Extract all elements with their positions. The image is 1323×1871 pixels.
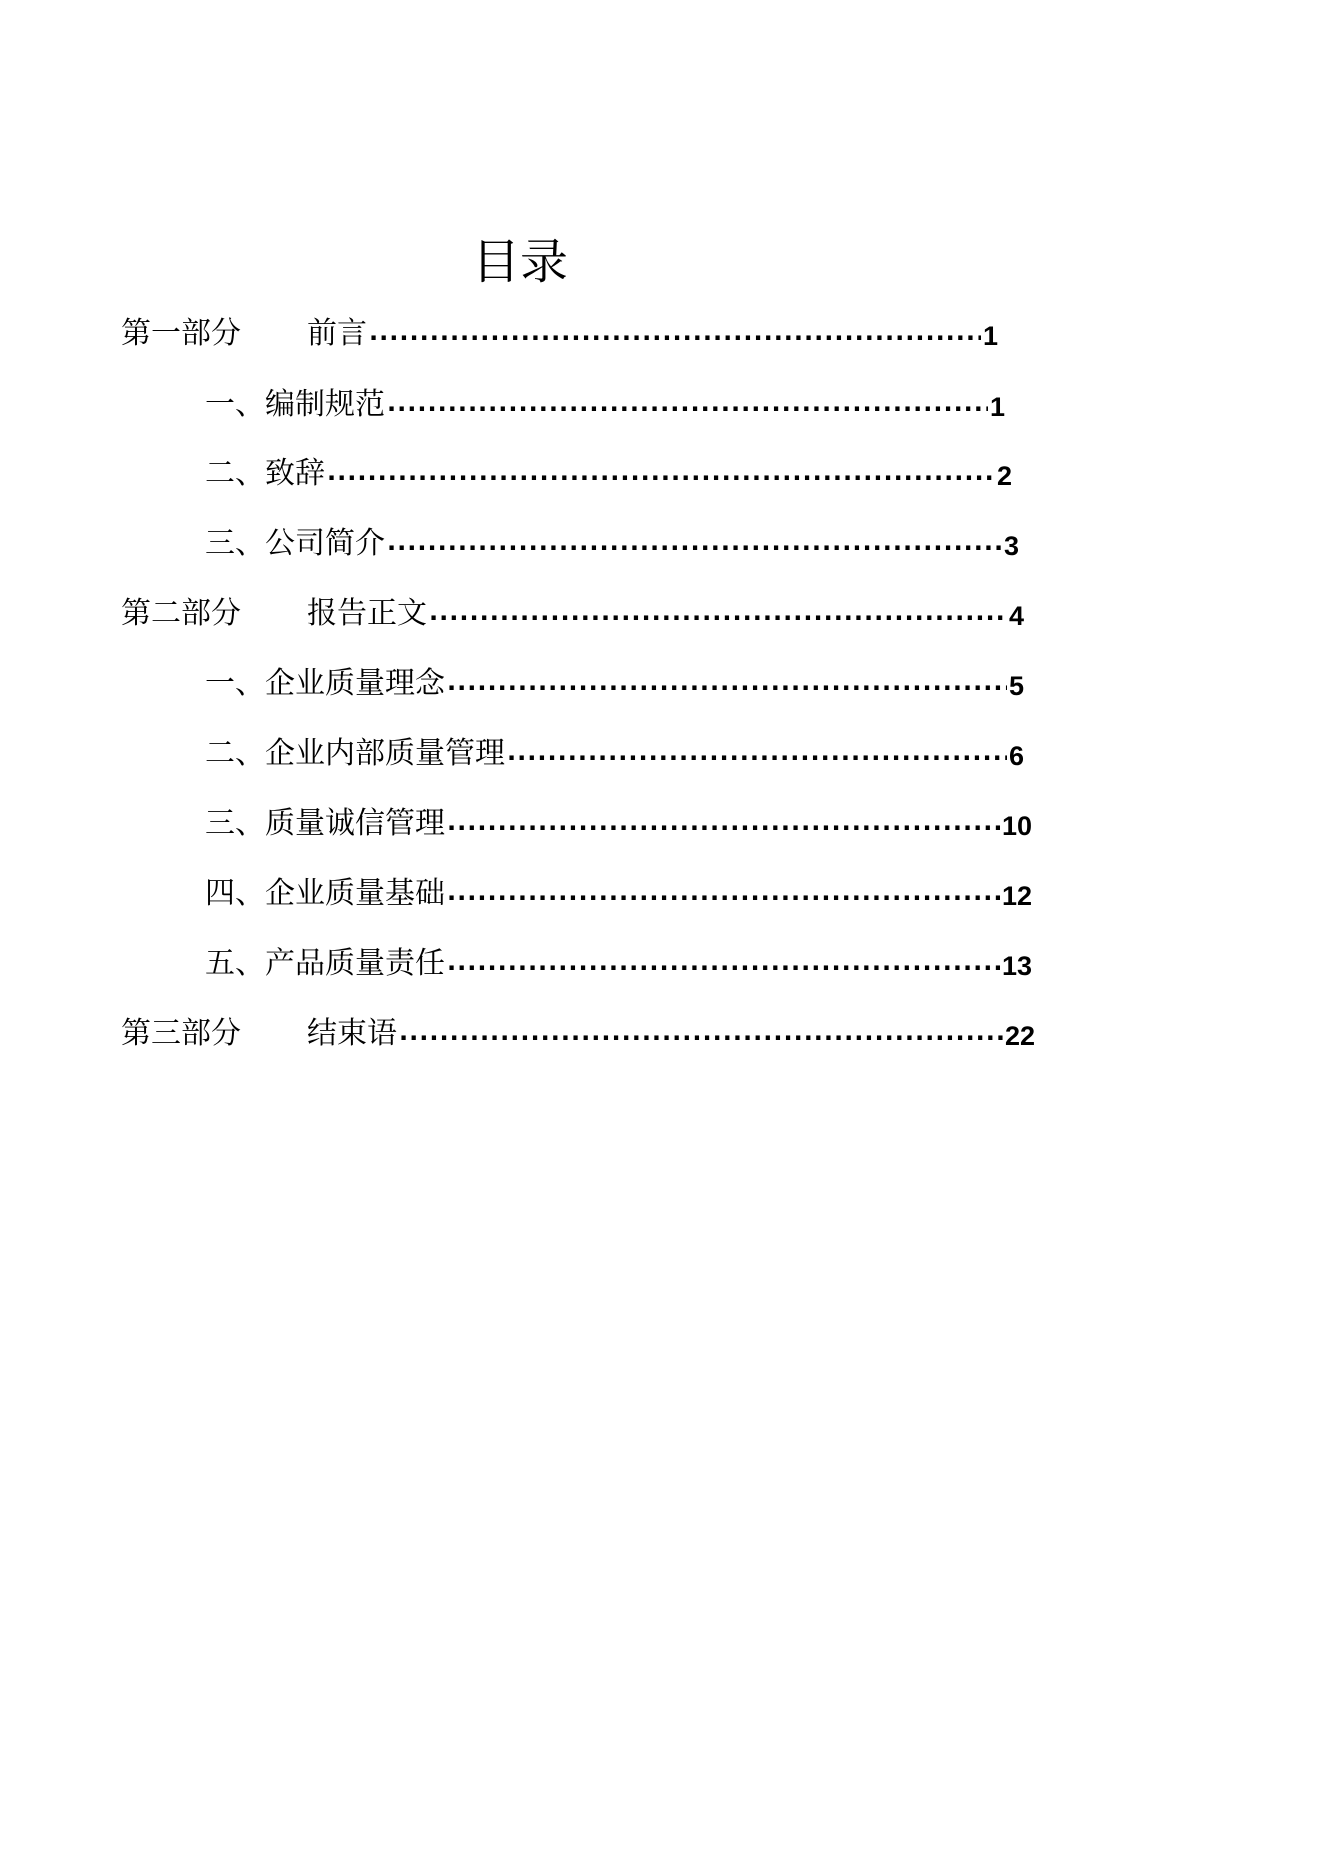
toc-entry-part-2[interactable] <box>121 592 1024 636</box>
toc-entry-label: 报告正文 <box>307 596 427 631</box>
toc-dot-leader <box>369 314 981 350</box>
toc-entry-label: 一、企业质量理念 <box>205 666 445 701</box>
toc-page-number: 3 <box>1003 531 1019 561</box>
toc-entry-label: 二、企业内部质量管理 <box>205 736 505 771</box>
toc-entry-label: 一、编制规范 <box>205 387 385 422</box>
toc-entry-section[interactable] <box>205 942 1032 986</box>
toc-dot-leader <box>387 385 988 421</box>
toc-title: 目录 <box>471 234 568 290</box>
toc-entry-part-1[interactable] <box>121 312 998 356</box>
toc-entry-section[interactable] <box>205 872 1032 916</box>
toc-dot-leader <box>507 734 1007 770</box>
toc-entry-section[interactable] <box>205 452 1012 496</box>
toc-entry-text <box>121 592 427 636</box>
toc-entry-label: 五、产品质量责任 <box>205 946 445 981</box>
toc-dot-leader <box>447 804 1000 840</box>
toc-page-number: 1 <box>982 321 998 351</box>
toc-dot-leader <box>399 1014 1003 1050</box>
toc-page-number: 6 <box>1008 741 1024 771</box>
toc-entry-label: 三、公司简介 <box>205 526 385 561</box>
toc-page-number: 2 <box>996 461 1012 491</box>
toc-dot-leader <box>447 874 1000 910</box>
toc-entry-label: 四、企业质量基础 <box>205 876 445 911</box>
toc-entry-section[interactable] <box>205 732 1024 776</box>
toc-entry-section[interactable] <box>205 383 1005 427</box>
toc-page-number: 13 <box>1001 951 1032 981</box>
toc-part-label: 第一部分 <box>121 316 241 351</box>
toc-entry-label: 二、致辞 <box>205 456 325 491</box>
toc-dot-leader <box>429 594 1007 630</box>
toc-page-number: 22 <box>1004 1021 1035 1051</box>
toc-entry-section[interactable] <box>205 522 1019 566</box>
toc-entry-text <box>121 1012 397 1056</box>
toc-dot-leader <box>387 524 1002 560</box>
toc-dot-leader <box>447 664 1007 700</box>
toc-entry-label: 前言 <box>307 316 367 351</box>
toc-page-number: 4 <box>1008 601 1024 631</box>
toc-page-number: 1 <box>989 392 1005 422</box>
toc-page-number: 12 <box>1001 881 1032 911</box>
toc-entry-part-3[interactable] <box>121 1012 1035 1056</box>
toc-dot-leader <box>447 944 1000 980</box>
toc-entry-section[interactable] <box>205 662 1024 706</box>
toc-entry-section[interactable] <box>205 802 1032 846</box>
toc-page-number: 10 <box>1001 811 1032 841</box>
toc-dot-leader <box>327 454 995 490</box>
toc-page-number: 5 <box>1008 671 1024 701</box>
toc-entry-label: 结束语 <box>307 1016 397 1051</box>
toc-entry-label: 三、质量诚信管理 <box>205 806 445 841</box>
toc-entry-text <box>121 312 367 356</box>
toc-part-label: 第二部分 <box>121 596 241 631</box>
toc-part-label: 第三部分 <box>121 1016 241 1051</box>
